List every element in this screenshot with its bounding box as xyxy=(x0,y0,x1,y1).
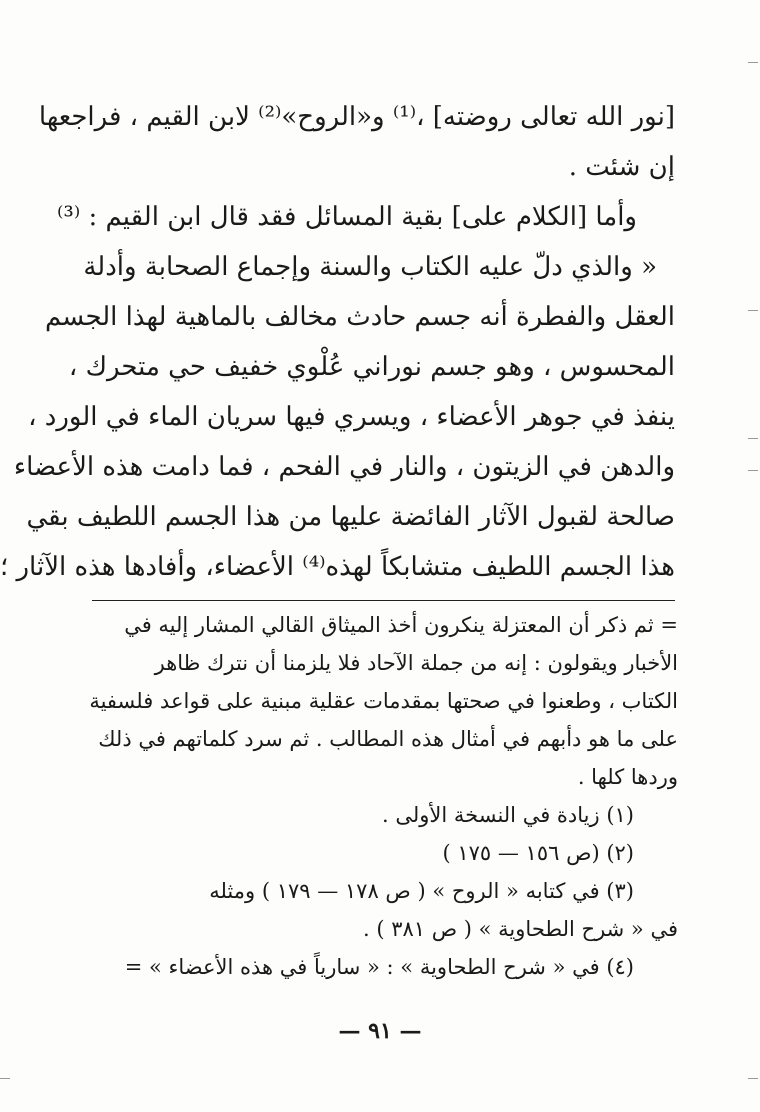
main-line-3: وأما [الكلام على] بقية المسائل فقد قال ابن القيم : ⁽³⁾ xyxy=(56,202,637,232)
main-text xyxy=(0,92,675,592)
edge-mark xyxy=(748,470,758,471)
main-line-5: العقل والفطرة أنه جسم حادث مخالف بالماهية لهذا الجسم xyxy=(44,302,675,332)
main-line-1: [نور الله تعالى روضته] ،⁽¹⁾ و«الروح»⁽²⁾ لابن القيم ، فراجعها xyxy=(38,102,675,132)
edge-mark xyxy=(748,438,758,439)
main-line-2: إن شئت . xyxy=(568,152,675,182)
footnote-4: (٤) في « شرح الطحاوية » : « سارياً في هذه الأعضاء » = xyxy=(124,955,634,979)
main-line-4: « والذي دلّ عليه الكتاب والسنة وإجماع الصحابة وأدلة xyxy=(83,252,657,282)
page-number: — ٩١ — xyxy=(338,1018,422,1044)
edge-mark xyxy=(748,1078,758,1079)
footnote-2: (٢) (ص ١٥٦ — ١٧٥ ) xyxy=(442,841,634,865)
footnote-line-4: على ما هو دأبهم في أمثال هذه المطالب . ثم سرد كلماتهم في ذلك xyxy=(98,727,678,751)
footnote-line-1: = ثم ذكر أن المعتزلة ينكرون أخذ الميثاق القالي المشار إليه في xyxy=(124,613,678,637)
footnote-line-3: الكتاب ، وطعنوا في صحتها بمقدمات عقلية مبنية على قواعد فلسفية xyxy=(89,689,678,713)
footnote-line-2: الأخبار ويقولون : إنه من جملة الآحاد فلا يلزمنا أن نترك ظاهر xyxy=(154,651,678,675)
footnote-3: (٣) في كتابه « الروح » ( ص ١٧٨ — ١٧٩ ) ومثله xyxy=(209,879,634,903)
main-line-8: والدهن في الزيتون ، والنار في الفحم ، فما دامت هذه الأعضاء xyxy=(13,452,675,482)
edge-mark xyxy=(748,62,758,63)
main-line-10: هذا الجسم اللطيف متشابكاً لهذه⁽⁴⁾ الأعضاء، وأفادها هذه الآثار ؛ xyxy=(0,552,675,582)
edge-mark xyxy=(0,1078,10,1079)
edge-mark xyxy=(748,310,758,311)
footnote-3-continued: في « شرح الطحاوية » ( ص ٣٨١ ) . xyxy=(362,917,678,941)
main-line-7: ينفذ في جوهر الأعضاء ، ويسري فيها سريان الماء في الورد ، xyxy=(28,402,675,432)
main-line-6: المحسوس ، وهو جسم نوراني عُلْوي خفيف حي متحرك ، xyxy=(68,352,675,382)
footnote-divider xyxy=(92,600,675,601)
footnote-1: (١) زيادة في النسخة الأولى . xyxy=(382,803,634,827)
footnotes xyxy=(88,606,678,986)
footnote-line-5: وردها كلها . xyxy=(577,765,678,789)
main-line-9: صالحة لقبول الآثار الفائضة عليها من هذا الجسم اللطيف بقي xyxy=(26,502,675,532)
